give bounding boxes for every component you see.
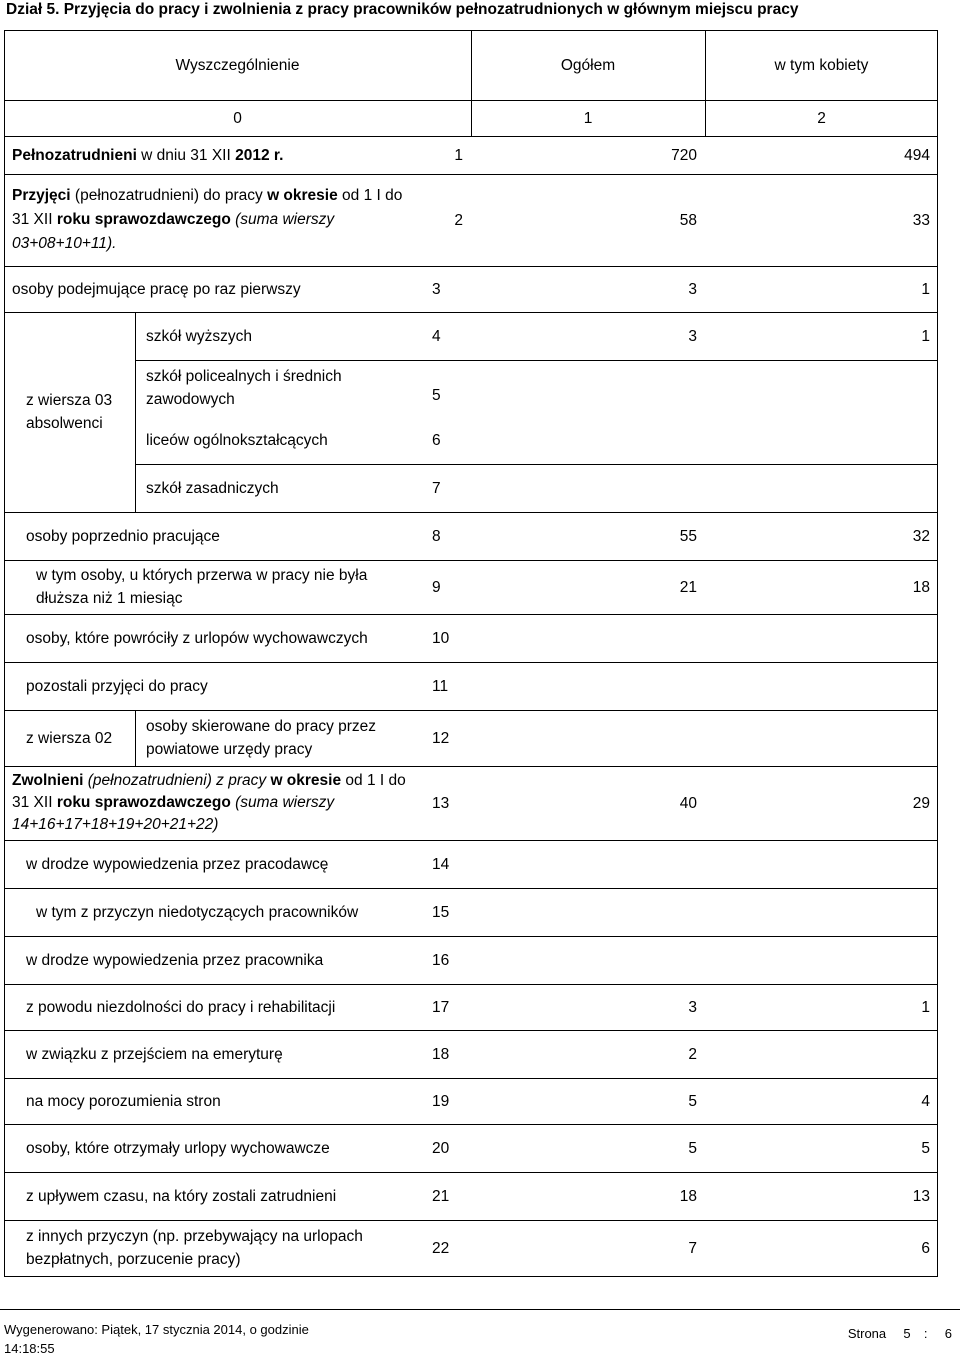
- row-18-women: [705, 1030, 938, 1078]
- header-women: w tym kobiety: [774, 56, 869, 74]
- row-14-num: 14: [432, 855, 450, 873]
- row-2-label: Przyjęci (pełnozatrudnieni) do pracy w okresie od 1 I do 31 XII roku sprawozdawczego (suma wierszy 03+08+10+11).: [12, 187, 403, 252]
- row-17-label: z powodu niezdolności do pracy i rehabilitacji: [26, 998, 336, 1016]
- header-num-2: 2: [817, 109, 826, 127]
- header-description: Wyszczególnienie: [175, 56, 300, 74]
- row-9-num: 9: [432, 578, 441, 596]
- row-10-num: 10: [432, 629, 450, 647]
- row-5-num: 5: [432, 386, 441, 404]
- row-9-women: 18: [912, 578, 930, 596]
- row-4-num: 4: [432, 327, 441, 345]
- header-num-1: 1: [583, 109, 593, 127]
- row-8-total: 55: [679, 527, 697, 545]
- row-1-women: 494: [904, 146, 930, 164]
- footer-divider: [0, 1309, 960, 1310]
- row-17-num: 17: [432, 998, 450, 1016]
- row-20-label: osoby, które otrzymały urlopy wychowawcze: [26, 1139, 330, 1157]
- row-2-total: 58: [679, 211, 697, 229]
- header-num-0: 0: [233, 109, 242, 127]
- row-2-num: 2: [454, 211, 463, 229]
- data-table: [4, 30, 938, 1277]
- row-6-num: 6: [432, 431, 441, 449]
- row-13-num: 13: [432, 794, 450, 812]
- page-label: Strona: [847, 1326, 887, 1341]
- page-total: 6: [944, 1326, 952, 1341]
- row-13-total: 40: [679, 794, 697, 812]
- row-17-total: 3: [688, 998, 697, 1016]
- row-3-total: 3: [688, 280, 697, 298]
- row-16-num: 16: [432, 951, 450, 969]
- row-21-num: 21: [432, 1187, 450, 1205]
- row-21-label: z upływem czasu, na który zostali zatrudnieni: [26, 1187, 337, 1205]
- group-wiersz-02: z wiersza 02: [26, 729, 113, 747]
- row-20-num: 20: [432, 1139, 450, 1157]
- footer-page: [848, 1324, 952, 1343]
- row-8-label: osoby poprzednio pracujące: [26, 527, 220, 545]
- row-22-women: 6: [921, 1239, 930, 1257]
- page-separator: :: [923, 1326, 928, 1341]
- row-9-label: w tym osoby, u których przerwa w pracy nie była dłuższa niż 1 miesiąc: [36, 567, 368, 607]
- group-absolwenci: z wiersza 03 absolwenci: [26, 392, 113, 432]
- row-21-women: 13: [912, 1187, 930, 1205]
- row-4-women: 1: [921, 327, 930, 345]
- row-3-num: 3: [432, 280, 441, 298]
- row-22-total: 7: [688, 1239, 697, 1257]
- row-18-num: 18: [432, 1045, 450, 1063]
- row-5-label: szkół policealnych i średnich zawodowych: [146, 368, 342, 408]
- row-15-num: 15: [432, 903, 450, 921]
- row-20-women: 5: [921, 1139, 930, 1157]
- row-8-num: 8: [432, 527, 441, 545]
- row-21-total: 18: [679, 1187, 697, 1205]
- row-1-total: 720: [671, 146, 697, 164]
- row-7-label: szkół zasadniczych: [146, 479, 279, 497]
- row-4-label: szkół wyższych: [146, 327, 252, 345]
- page-number: 5: [903, 1326, 911, 1341]
- row-3-label: osoby podejmujące pracę po raz pierwszy: [12, 280, 301, 298]
- row-16-label: w drodze wypowiedzenia przez pracownika: [26, 951, 324, 969]
- row-8-women: 32: [912, 527, 930, 545]
- row-13-label: Zwolnieni (pełnozatrudnieni) z pracy w okresie od 1 I do 31 XII roku sprawozdawczego (suma wierszy 14+16+17+18+19+20+21+22): [12, 772, 406, 833]
- row-11-num: 11: [432, 677, 449, 695]
- row-1-num: 1: [454, 146, 463, 164]
- row-2-women: 33: [912, 211, 930, 229]
- row-19-women: 4: [921, 1092, 930, 1110]
- row-1-label: Pełnozatrudnieni w dniu 31 XII 2012 r.: [12, 146, 284, 164]
- row-14-label: w drodze wypowiedzenia przez pracodawcę: [26, 855, 329, 873]
- row-3-women: 1: [921, 280, 930, 298]
- row-13-women: 29: [912, 794, 930, 812]
- row-12-label: osoby skierowane do pracy przez powiatowe urzędy pracy: [146, 718, 377, 758]
- row-19-num: 19: [432, 1092, 450, 1110]
- row-4-total: 3: [688, 327, 697, 345]
- header-total: Ogółem: [560, 56, 616, 74]
- row-19-total: 5: [688, 1092, 697, 1110]
- row-19-label: na mocy porozumienia stron: [26, 1092, 221, 1110]
- row-17-women: 1: [921, 998, 930, 1016]
- row-20-total: 5: [688, 1139, 697, 1157]
- row-9-total: 21: [679, 578, 697, 596]
- row-22-num: 22: [432, 1239, 450, 1257]
- row-7-num: 7: [432, 479, 441, 497]
- row-18-label: w związku z przejściem na emeryturę: [26, 1045, 283, 1063]
- row-22-label: z innych przyczyn (np. przebywający na urlopach bezpłatnych, porzucenie pracy): [26, 1228, 363, 1268]
- row-12-num: 12: [432, 729, 450, 747]
- row-18-total: 2: [688, 1045, 697, 1063]
- section-title: Dział 5. Przyjęcia do pracy i zwolnienia z pracy pracowników pełnozatrudnionych w głównym miejscu pracy: [6, 1, 799, 18]
- row-6-label: liceów ogólnokształcących: [146, 431, 328, 449]
- row-11-label: pozostali przyjęci do pracy: [26, 677, 208, 695]
- footer-generated: Wygenerowano: Piątek, 17 stycznia 2014, o godzinie 14:18:55: [4, 1322, 309, 1356]
- row-10-label: osoby, które powróciły z urlopów wychowawczych: [26, 629, 368, 647]
- row-15-label: w tym z przyczyn niedotyczących pracowników: [36, 903, 359, 921]
